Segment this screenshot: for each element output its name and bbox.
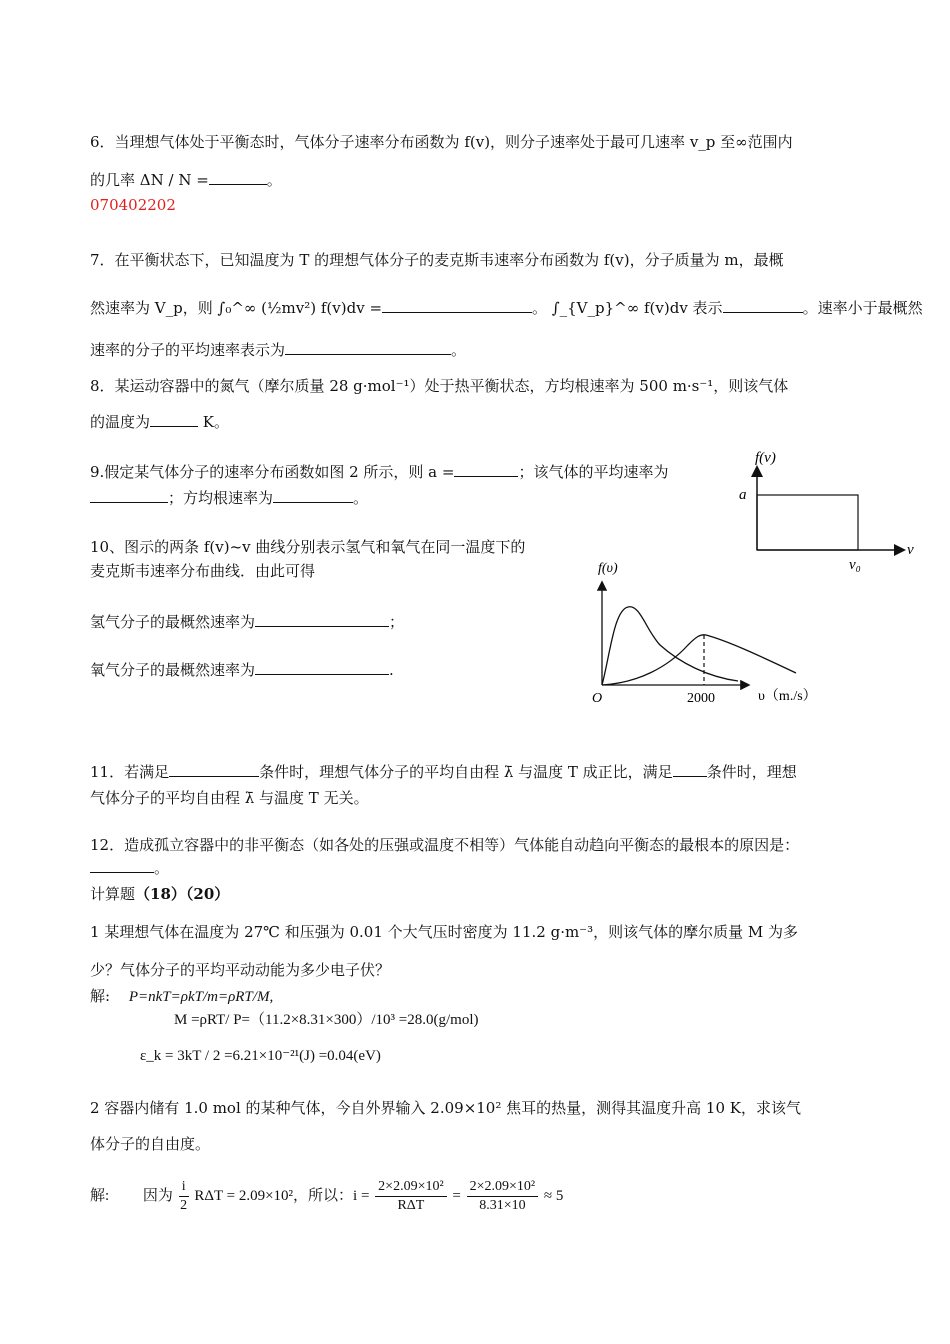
q10-o2-text: 氧气分子的最概然速率为 <box>90 661 256 679</box>
calc-heading-nums: （18）（20） <box>135 885 230 903</box>
frac-1-den: RΔT <box>397 1198 425 1214</box>
q7-line3-text: 速率的分子的平均速率表示为 <box>90 341 286 359</box>
q11-blank1[interactable] <box>169 762 259 777</box>
frac-2 <box>467 1178 539 1215</box>
q9-line1-text: 9.假定某气体分子的速率分布函数如图 2 所示，则 a = <box>90 463 455 481</box>
frac-i-over-2 <box>179 1178 189 1215</box>
calc-heading-text: 计算题 <box>90 885 136 903</box>
q9-line2-a: ；方均根速率为 <box>168 489 274 507</box>
calc-p2-line2: 体分子的自由度。 <box>90 1135 211 1153</box>
q7-line1: 7．在平衡状态下，已知温度为 T 的理想气体分子的麦克斯韦速率分布函数为 f(v)，分子质量为 m，最概 <box>90 251 784 269</box>
frac-2-num: 2×2.09×10² <box>467 1178 539 1197</box>
q9-v0: v₀ <box>849 557 861 573</box>
calc-sol1-row <box>90 986 273 1007</box>
q8-line1: 8．某运动容器中的氮气（摩尔质量 28 g·mol⁻¹）处于热平衡状态，方均根速率为 500 m·s⁻¹，则该气体 <box>90 377 789 395</box>
q12-blank[interactable] <box>90 858 154 873</box>
q10-h2-text: 氢气分子的最概然速率为 <box>90 613 256 631</box>
q9-xlabel: v <box>907 542 914 558</box>
calc-sol-label: 解: <box>90 987 111 1005</box>
q11-a: 11．若满足 <box>90 763 170 781</box>
calc-sol2-result: ≈ 5 <box>543 1188 564 1204</box>
frac-1 <box>375 1178 447 1215</box>
calc-sol-p2 <box>90 1176 563 1216</box>
q10-origin: O <box>592 691 603 706</box>
q9-blank-rms[interactable] <box>273 488 353 503</box>
calc-sol1: P=nkT=ρkT/m=ρRT/M, <box>128 989 274 1005</box>
q9-blank-a[interactable] <box>454 462 518 477</box>
q9-line1 <box>90 462 668 482</box>
q6-line1: 6．当理想气体处于平衡态时，气体分子速率分布函数为 f(v)，则分子速率处于最可几速率 v_p 至∞范围内 <box>90 133 793 151</box>
q11-c: 条件时，理想 <box>706 763 797 781</box>
q11-line1 <box>90 762 797 782</box>
q9-rect <box>757 495 858 550</box>
q8-line2 <box>90 412 229 432</box>
q8-prefix: 的温度为 <box>90 413 151 431</box>
frac-i-num: i <box>179 1178 189 1197</box>
q12-line1: 12．造成孤立容器中的非平衡态（如各处的压强或温度不相等）气体能自动趋向平衡态的最根本的原因是： <box>90 836 800 854</box>
q7-line2-end: 。速率小于最概然 <box>802 299 923 317</box>
q6-code: 070402202 <box>90 196 176 214</box>
calc-heading <box>90 884 229 904</box>
q12-end: 。 <box>154 859 170 877</box>
q10-o2-curve[interactable] <box>602 635 796 685</box>
q7-vp: 然速率为 V_p，则 <box>90 299 213 317</box>
q10-o2-end: . <box>389 661 394 679</box>
q10-tick-2000: 2000 <box>687 691 715 706</box>
q8-suffix: K。 <box>202 413 230 431</box>
calc-sol2-eq: RΔT = 2.09×10²，所以：i = <box>194 1188 370 1204</box>
q10-h2-curve[interactable] <box>602 607 738 685</box>
q9-ylabel: f(v) <box>755 450 776 466</box>
frac-2-den: 8.31×10 <box>479 1198 526 1214</box>
q7-blank3[interactable] <box>285 340 451 355</box>
q6-answer-blank[interactable] <box>209 170 267 185</box>
q10-line1: 10、图示的两条 f(v)~v 曲线分别表示氢气和氧气在同一温度下的 <box>90 538 526 556</box>
q10-ylabel: f(υ) <box>598 561 618 576</box>
q6-suffix: 。 <box>266 171 282 189</box>
q7-blank1[interactable] <box>382 298 532 313</box>
q9-line1-b: ；该气体的平均速率为 <box>518 463 669 481</box>
q9-a-label: a <box>739 487 747 503</box>
calc-sol2-label: 解: <box>90 1188 110 1204</box>
calc-sol3: ε_k = 3kT / 2 =6.21×10⁻²¹(J) =0.04(eV) <box>140 1048 381 1064</box>
q6-line2 <box>90 170 282 190</box>
q11-blank2[interactable] <box>673 762 707 777</box>
q10-line2: 麦克斯韦速率分布曲线．由此可得 <box>90 562 316 580</box>
q9-line2 <box>90 488 368 508</box>
calc-p1-line2: 少？气体分子的平均平动动能为多少电子伏？ <box>90 961 391 979</box>
frac-1-num: 2×2.09×10² <box>375 1178 447 1197</box>
q10-h2-end: ； <box>389 613 405 631</box>
q9-line2-b: 。 <box>353 489 369 507</box>
q7-line3: 速率的分子的平均速率表示为 。 <box>90 341 467 359</box>
calc-p1-line1: 1 某理想气体在温度为 27℃ 和压强为 0.01 个大气压时密度为 11.2 g·m⁻³，则该气体的摩尔质量 M 为多 <box>90 923 799 941</box>
q6-prefix: 的几率 ΔN / N = <box>90 171 209 189</box>
q7-line2: 然速率为 V_p，则 ∫₀^∞ (½mv²) f(v)dv = 。 ∫_{V_p}^∞ f(v)dv 表示 。速率小于最概然 <box>90 299 923 317</box>
q7-integral2: ∫_{V_p}^∞ f(v)dv 表示 <box>551 299 723 317</box>
q7-integral1: ∫₀^∞ (½mv²) f(v)dv = <box>217 299 383 317</box>
calc-sol2-because: 因为 <box>142 1188 173 1204</box>
q10-o2-blank[interactable] <box>255 660 389 675</box>
q10-xlabel: υ（m./s） <box>758 689 817 704</box>
q10-figure <box>588 555 848 715</box>
q11-line2: 气体分子的平均自由程 λ̄ 与温度 T 无关。 <box>90 789 369 807</box>
calc-sol2: M =ρRT/ P=（11.2×8.31×300）/10³ =28.0(g/mol) <box>174 1012 479 1028</box>
q10-h2-blank[interactable] <box>255 612 389 627</box>
q7-blank2[interactable] <box>723 298 803 313</box>
q10-h2 <box>90 612 404 632</box>
q11-b: 条件时，理想气体分子的平均自由程 λ̄ 与温度 T 成正比，满足 <box>259 763 673 781</box>
calc-p2-line1: 2 容器内储有 1.0 mol 的某种气体，今自外界输入 2.09×10² 焦耳的热量，测得其温度升高 10 K，求该气 <box>90 1099 801 1117</box>
q12-line2 <box>90 858 169 878</box>
q9-blank-mean[interactable] <box>90 488 168 503</box>
calc-sol2-equals: = <box>452 1188 461 1204</box>
q8-blank[interactable] <box>150 412 198 427</box>
q10-o2 <box>90 660 394 680</box>
frac-i-den: 2 <box>180 1198 188 1214</box>
